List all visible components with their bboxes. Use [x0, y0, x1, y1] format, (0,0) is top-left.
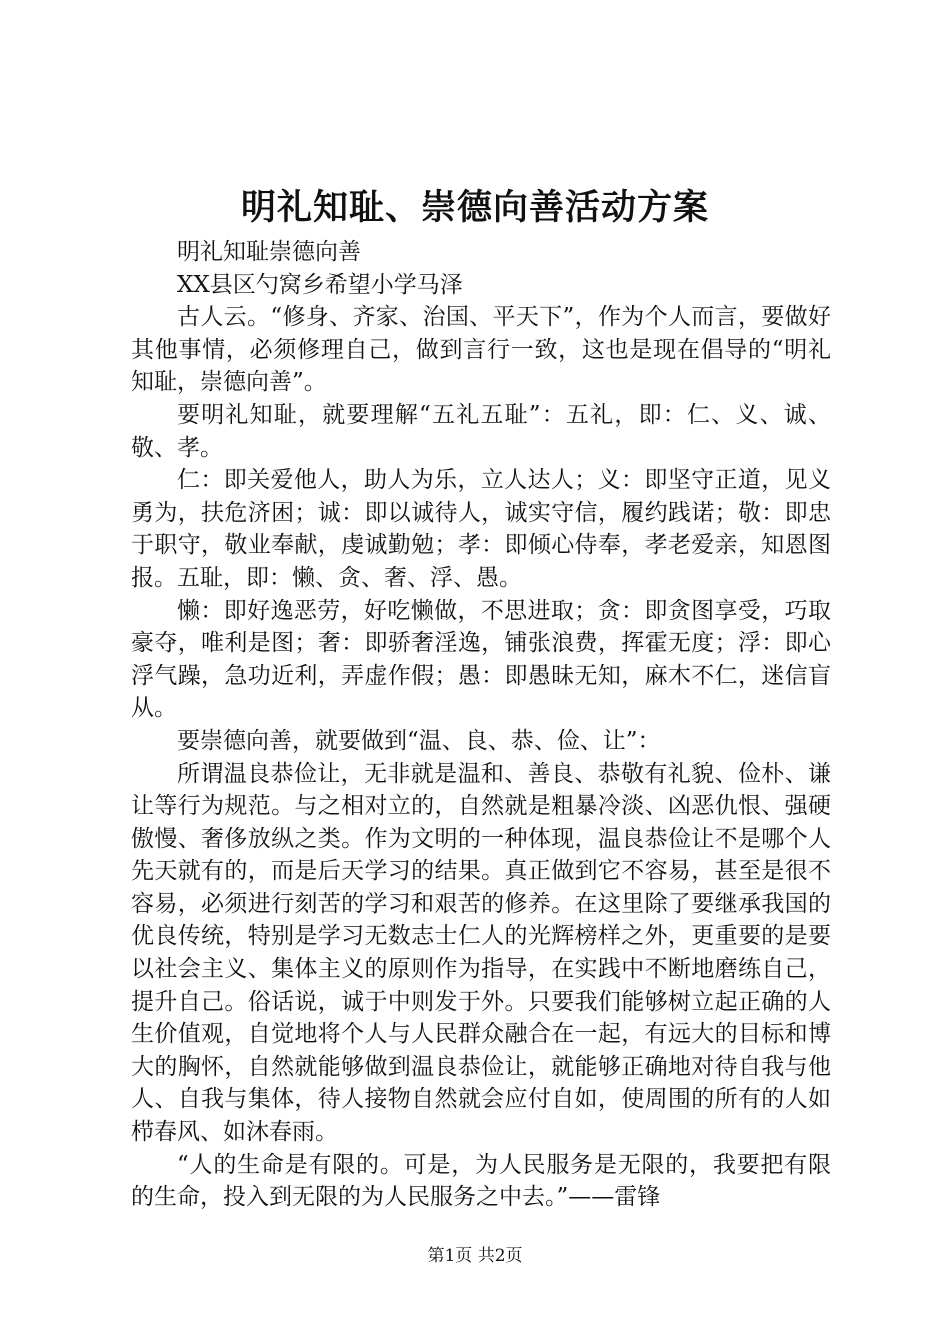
- document-title: 明礼知耻、崇德向善活动方案: [240, 187, 709, 228]
- paragraph: 所谓温良恭俭让，无非就是温和、善良、恭敬有礼貌、俭朴、谦让等行为规范。与之相对立的，自然就是粗暴冷淡、凶恶仇恨、强硬傲慢、奢侈放纵之类。作为文明的一种体现，温良恭俭让不是哪个人先天就有的，而是后天学习的结果。真正做到它不容易，甚至是很不容易，必须进行刻苦的学习和艰苦的修养。在这里除了要继承我国的优良传统，特别是学习无数志士仁人的光辉榜样之外，更重要的是要以社会主义、集体主义的原则作为指导，在实践中不断地磨练自己，提升自己。俗话说，诚于中则发于外。只要我们能够树立起正确的人生价值观，自觉地将个人与人民群众融合在一起，有远大的目标和博大的胸怀，自然就能够做到温良恭俭让，就能够正确地对待自我与他人、自我与集体，待人接物自然就会应付自如，使周围的所有的人如栉春风、如沐春雨。: [131, 760, 831, 1146]
- paragraph: 仁：即关爱他人，助人为乐，立人达人；义：即坚守正道，见义勇为，扶危济困；诚：即以诚待人，诚实守信，履约践诺；敬：即忠于职守，敬业奉献，虔诚勤勉；孝：即倾心侍奉，孝老爱亲，知恩图报。五耻，即：懒、贪、奢、浮、愚。: [131, 467, 831, 591]
- paragraph: 古人云。“修身、齐家、治国、平天下”，作为个人而言，要做好其他事情，必须修理自己，做到言行一致，这也是现在倡导的“明礼知耻，崇德向善”。: [131, 304, 831, 396]
- page-number-footer: 第1页 共2页: [427, 1246, 523, 1266]
- paragraph-author: XX县区勺窝乡希望小学马泽: [177, 271, 463, 298]
- paragraph-quote: “人的生命是有限的。可是，为人民服务是无限的，我要把有限的生命，投入到无限的为人民服务之中去。”——雷锋: [131, 1151, 831, 1211]
- paragraph-subtitle: 明礼知耻崇德向善: [177, 239, 361, 265]
- paragraph: 懒：即好逸恶劳，好吃懒做，不思进取；贪：即贪图享受，巧取豪夺，唯利是图；奢：即骄奢淫逸，铺张浪费，挥霍无度；浮：即心浮气躁，急功近利，弄虚作假；愚：即愚昧无知，麻木不仁，迷信盲从。: [131, 597, 831, 722]
- paragraph: 要明礼知耻，就要理解“五礼五耻”：五礼，即：仁、义、诚、敬、孝。: [131, 401, 831, 461]
- paragraph: 要崇德向善，就要做到“温、良、恭、俭、让”：: [177, 727, 661, 754]
- document-body: [131, 236, 831, 1214]
